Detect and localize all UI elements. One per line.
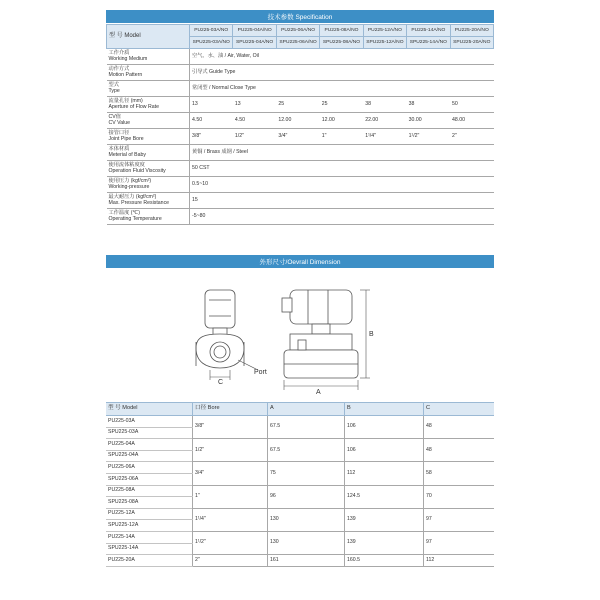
dimension-c-label: C bbox=[218, 379, 224, 386]
spec-value-cell: 1/2" bbox=[233, 129, 276, 145]
dimension-table bbox=[106, 402, 494, 567]
dim-a-cell: 67.5 bbox=[268, 416, 345, 439]
spec-row-label bbox=[107, 161, 190, 177]
dim-model-cell: PU225-14A bbox=[106, 531, 193, 543]
dim-bore-cell: 3/8" bbox=[193, 416, 268, 439]
spec-value-span: 空气、水、油 / Air, Water, Oil bbox=[190, 49, 494, 65]
spec-row bbox=[107, 193, 494, 209]
dimension-row bbox=[106, 416, 494, 428]
port-label: Port bbox=[254, 369, 267, 376]
dim-c-cell: 70 bbox=[424, 485, 495, 508]
spec-value-cell: 38 bbox=[363, 97, 406, 113]
spec-row-label bbox=[107, 129, 190, 145]
spec-row bbox=[107, 209, 494, 225]
dim-bore-cell: 1¹/4" bbox=[193, 508, 268, 531]
specification-banner bbox=[106, 10, 494, 23]
spec-row-label bbox=[107, 177, 190, 193]
dim-c-cell: 58 bbox=[424, 462, 495, 485]
spec-row bbox=[107, 113, 494, 129]
dim-model-cell: PU225-04A bbox=[106, 439, 193, 451]
model-sno-5: SPU225-14A/NO bbox=[407, 37, 450, 49]
spec-label-cn: 接管口径 bbox=[108, 130, 130, 137]
spec-label-en: Max. Pressure Resistance bbox=[108, 199, 170, 206]
dim-model-cell: SPU225-08A bbox=[106, 497, 193, 509]
dimension-row bbox=[106, 531, 494, 543]
spec-value-cell: 4.50 bbox=[233, 113, 276, 129]
spec-label-en: Working-pressure bbox=[108, 183, 150, 190]
spec-label-cn: CV值 bbox=[108, 114, 121, 121]
dim-a-cell: 161 bbox=[268, 555, 345, 567]
spec-row-label bbox=[107, 49, 190, 65]
specification-table bbox=[106, 24, 494, 225]
dim-c-cell: 48 bbox=[424, 416, 495, 439]
dim-header-model: 型 号 Model bbox=[106, 403, 193, 416]
valve-front-view bbox=[196, 290, 244, 368]
spec-value-cell: 38 bbox=[407, 97, 450, 113]
spec-row-label bbox=[107, 81, 190, 97]
dim-bore-cell: 1" bbox=[193, 485, 268, 508]
spec-row bbox=[107, 97, 494, 113]
spec-value-span: 引导式 Guide Type bbox=[190, 65, 494, 81]
spec-label-cn: 型式 bbox=[108, 82, 119, 89]
spec-row bbox=[107, 177, 494, 193]
dimension-a-label: A bbox=[316, 389, 321, 396]
dim-model-cell: SPU225-04A bbox=[106, 450, 193, 462]
dim-a-cell: 96 bbox=[268, 485, 345, 508]
spec-value-span: 50 CST bbox=[190, 161, 494, 177]
spec-value-cell: 1" bbox=[320, 129, 363, 145]
spec-value-cell: 25 bbox=[276, 97, 319, 113]
dim-header-a: A bbox=[268, 403, 345, 416]
spec-row bbox=[107, 49, 494, 65]
spec-label-cn: 本体材质 bbox=[108, 146, 130, 153]
model-no-2: PU225-06A/NO bbox=[276, 25, 319, 37]
dim-bore-cell: 2" bbox=[193, 555, 268, 567]
dim-model-cell: PU225-20A bbox=[106, 555, 193, 567]
dim-b-cell: 124.5 bbox=[345, 485, 424, 508]
dim-a-cell: 130 bbox=[268, 531, 345, 554]
spec-value-cell: 12.00 bbox=[276, 113, 319, 129]
dim-model-cell: PU225-12A bbox=[106, 508, 193, 520]
spec-value-span: 常闭型 / Normal Close Type bbox=[190, 81, 494, 97]
model-sno-1: SPU225-04A/NO bbox=[233, 37, 276, 49]
dimension-title: 外形尺寸/Oevrall Dimension bbox=[259, 259, 341, 266]
spec-value-cell: 1¹/2" bbox=[407, 129, 450, 145]
dim-header-c: C bbox=[424, 403, 495, 416]
dimension-row bbox=[106, 439, 494, 451]
spec-label-cn: 使用压力 (kgf/cm²) bbox=[108, 178, 152, 185]
spec-row bbox=[107, 161, 494, 177]
spec-value-cell: 25 bbox=[320, 97, 363, 113]
dim-b-cell: 112 bbox=[345, 462, 424, 485]
spec-value-cell: 2" bbox=[450, 129, 493, 145]
spec-row bbox=[107, 65, 494, 81]
spec-value-span: 0.5~10 bbox=[190, 177, 494, 193]
dim-c-cell: 97 bbox=[424, 508, 495, 531]
spec-row-label bbox=[107, 65, 190, 81]
spec-value-span: 15 bbox=[190, 193, 494, 209]
spec-label-cn: 工作温度 (℃) bbox=[108, 210, 140, 217]
spec-row-label bbox=[107, 193, 190, 209]
spec-label-en: Joint Pipe Bore bbox=[108, 135, 144, 142]
dim-model-cell: SPU225-12A bbox=[106, 520, 193, 532]
spec-label-en: Meterial of Baby bbox=[108, 151, 146, 158]
spec-row-label bbox=[107, 97, 190, 113]
model-sno-4: SPU225-12A/NO bbox=[363, 37, 406, 49]
model-sno-2: SPU225-06A/NO bbox=[276, 37, 319, 49]
valve-side-view bbox=[282, 290, 358, 378]
spec-value-cell: 1¹/4" bbox=[363, 129, 406, 145]
spec-label-cn: 最大耐压力 (kgf/cm²) bbox=[108, 194, 157, 201]
specification-title: 技术参数 Specification bbox=[267, 14, 333, 21]
dim-c-cell: 112 bbox=[424, 555, 495, 567]
dim-b-cell: 106 bbox=[345, 439, 424, 462]
dim-bore-cell: 1/2" bbox=[193, 439, 268, 462]
spec-row bbox=[107, 81, 494, 97]
dim-bore-cell: 1¹/2" bbox=[193, 531, 268, 554]
model-sno-6: SPU225-20A/NO bbox=[450, 37, 493, 49]
model-no-4: PU225-12A/NO bbox=[363, 25, 406, 37]
dim-header-b: B bbox=[345, 403, 424, 416]
spec-row bbox=[107, 145, 494, 161]
spec-value-cell: 3/4" bbox=[276, 129, 319, 145]
spec-value-cell: 30.00 bbox=[407, 113, 450, 129]
dimension-b-label: B bbox=[369, 331, 374, 338]
dimension-row bbox=[106, 508, 494, 520]
spec-label-en: Operating Temperature bbox=[108, 215, 162, 222]
spec-label-cn: 使用流体粘度度 bbox=[108, 162, 145, 169]
dim-model-cell: PU225-08A bbox=[106, 485, 193, 497]
dim-header-bore: 口径 Bore bbox=[193, 403, 268, 416]
model-no-6: PU225-20A/NO bbox=[450, 25, 493, 37]
spec-model-label: 型 号 Model bbox=[107, 25, 190, 49]
dim-b-cell: 160.5 bbox=[345, 555, 424, 567]
spec-value-cell: 48.00 bbox=[450, 113, 493, 129]
dim-c-cell: 48 bbox=[424, 439, 495, 462]
dimension-row bbox=[106, 555, 494, 567]
dim-b-cell: 106 bbox=[345, 416, 424, 439]
dimension-row bbox=[106, 485, 494, 497]
spec-value-cell: 13 bbox=[190, 97, 233, 113]
spec-model-row-no bbox=[107, 25, 494, 37]
spec-label-en: Type bbox=[108, 87, 120, 94]
spec-row bbox=[107, 129, 494, 145]
spec-label-en: Motion Pattern bbox=[108, 71, 143, 78]
model-no-0: PU225-03A/NO bbox=[190, 25, 233, 37]
spec-value-cell: 3/8" bbox=[190, 129, 233, 145]
dim-a-cell: 67.5 bbox=[268, 439, 345, 462]
dim-b-cell: 139 bbox=[345, 508, 424, 531]
spec-label-en: Operation Fluid Viscosity bbox=[108, 167, 166, 174]
spec-row-label bbox=[107, 113, 190, 129]
spec-row-label bbox=[107, 209, 190, 225]
dim-bore-cell: 3/4" bbox=[193, 462, 268, 485]
spec-label-cn: 工作介质 bbox=[108, 50, 130, 57]
dim-model-cell: PU225-06A bbox=[106, 462, 193, 474]
dimension-banner bbox=[106, 255, 494, 268]
model-no-5: PU225-14A/NO bbox=[407, 25, 450, 37]
valve-dimension-drawing bbox=[180, 276, 380, 396]
dim-a-cell: 130 bbox=[268, 508, 345, 531]
dim-model-cell: PU225-03A bbox=[106, 416, 193, 428]
spec-value-cell: 13 bbox=[233, 97, 276, 113]
spec-label-en: Aperture of Flow Rate bbox=[108, 103, 159, 110]
dim-a-cell: 75 bbox=[268, 462, 345, 485]
model-no-3: PU225-08A/NO bbox=[320, 25, 363, 37]
spec-value-span: 黄铜 / Brass 成钢 / Steel bbox=[190, 145, 494, 161]
spec-label-en: CV Value bbox=[108, 119, 131, 126]
dim-model-cell: SPU225-14A bbox=[106, 543, 193, 555]
spec-value-cell: 22.00 bbox=[363, 113, 406, 129]
model-no-1: PU225-04A/NO bbox=[233, 25, 276, 37]
dim-model-cell: SPU225-03A bbox=[106, 427, 193, 439]
dimension-header-row bbox=[106, 403, 494, 416]
spec-value-span: -5~80 bbox=[190, 209, 494, 225]
spec-value-cell: 12.00 bbox=[320, 113, 363, 129]
dim-model-cell: SPU225-06A bbox=[106, 473, 193, 485]
spec-label-cn: 流量孔径 (mm) bbox=[108, 98, 143, 105]
dimension-row bbox=[106, 462, 494, 474]
spec-label-cn: 动作方式 bbox=[108, 66, 130, 73]
dim-b-cell: 139 bbox=[345, 531, 424, 554]
spec-value-cell: 4.50 bbox=[190, 113, 233, 129]
model-sno-3: SPU225-08A/NO bbox=[320, 37, 363, 49]
model-sno-0: SPU225-03A/NO bbox=[190, 37, 233, 49]
dim-c-cell: 97 bbox=[424, 531, 495, 554]
spec-value-cell: 50 bbox=[450, 97, 493, 113]
spec-row-label bbox=[107, 145, 190, 161]
spec-label-en: Working Medium bbox=[108, 55, 148, 62]
